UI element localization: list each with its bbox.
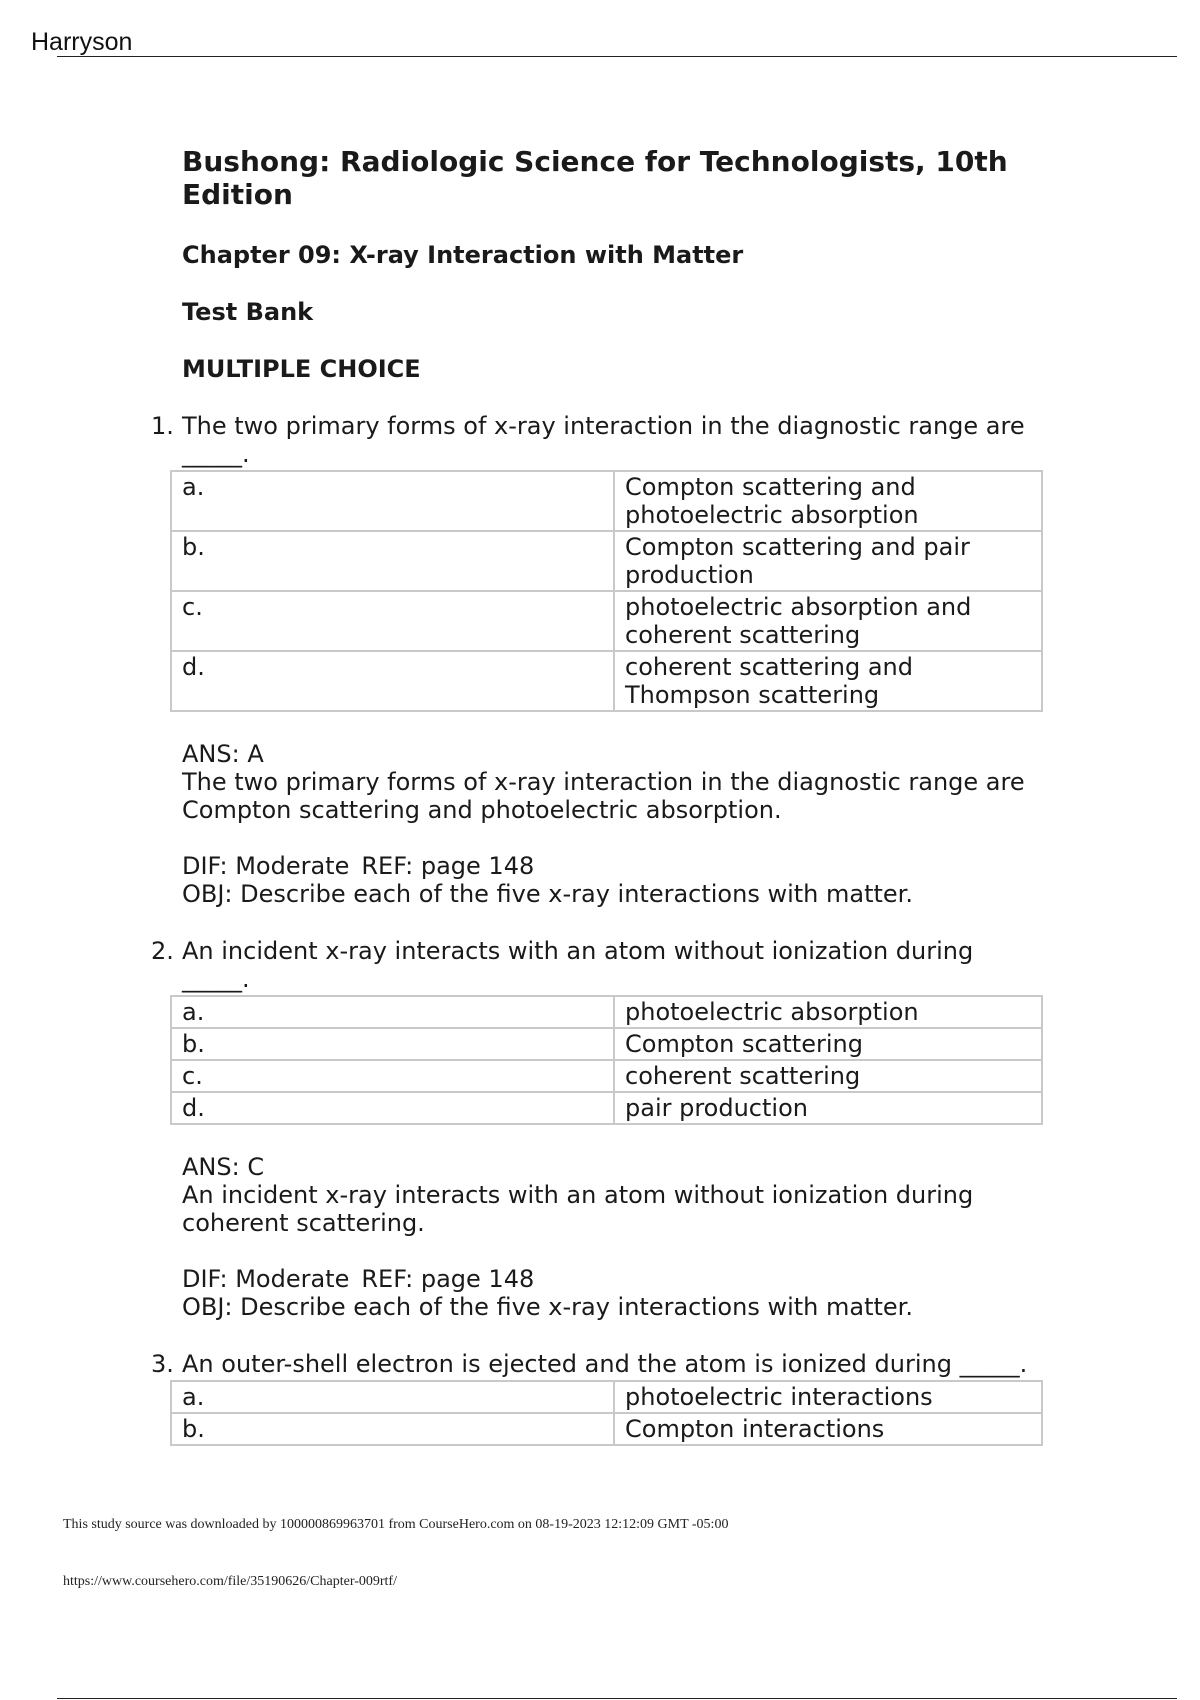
choice-text: pair production — [614, 1092, 1042, 1124]
choice-text: Compton scattering and pair production — [614, 531, 1042, 591]
question-number: 3. — [151, 1350, 174, 1378]
question-text: The two primary forms of x-ray interaction in the diagnostic range are _____. — [182, 412, 1025, 468]
choice-text: Compton scattering — [614, 1028, 1042, 1060]
choices-table — [170, 1380, 1043, 1446]
choice-row — [171, 1381, 1042, 1413]
source-notice: This study source was downloaded by 100000869963701 from CourseHero.com on 08-19-2023 12:12:09 GMT -05:00 — [63, 1517, 729, 1532]
answer-key: ANS: A — [182, 740, 264, 768]
objective: OBJ: Describe each of the five x-ray interactions with matter. — [182, 1293, 913, 1321]
question-text: An outer-shell electron is ejected and the atom is ionized during _____. — [182, 1350, 1028, 1378]
choice-text: Compton interactions — [614, 1413, 1042, 1445]
question-1 — [151, 412, 1042, 468]
objective: OBJ: Describe each of the five x-ray interactions with matter. — [182, 880, 913, 908]
choice-row — [171, 996, 1042, 1028]
section-heading: MULTIPLE CHOICE — [182, 355, 421, 383]
source-url[interactable]: https://www.coursehero.com/file/35190626/Chapter-009rtf/ — [63, 1574, 397, 1589]
choice-letter: a. — [171, 1381, 614, 1413]
header-rule — [57, 56, 1177, 57]
difficulty: DIF: Moderate — [182, 1265, 350, 1293]
choice-letter: b. — [171, 1413, 614, 1445]
footer-rule — [57, 1698, 1177, 1699]
choice-row — [171, 1092, 1042, 1124]
answer-explanation: The two primary forms of x-ray interaction in the diagnostic range are Compton scattering and photoelectric absorption. — [182, 768, 1025, 824]
choice-text: photoelectric absorption and coherent scattering — [614, 591, 1042, 651]
choice-row — [171, 651, 1042, 711]
reference: REF: page 148 — [361, 1265, 535, 1293]
difficulty: DIF: Moderate — [182, 852, 350, 880]
choice-row — [171, 1413, 1042, 1445]
choice-letter: a. — [171, 996, 614, 1028]
question-meta — [182, 852, 1042, 908]
choice-letter: a. — [171, 471, 614, 531]
answer-key: ANS: C — [182, 1153, 265, 1181]
choice-row — [171, 471, 1042, 531]
choice-text: photoelectric interactions — [614, 1381, 1042, 1413]
choice-row — [171, 591, 1042, 651]
question-number: 2. — [151, 937, 174, 965]
choice-text: photoelectric absorption — [614, 996, 1042, 1028]
answer-block — [182, 1153, 1042, 1237]
choice-row — [171, 531, 1042, 591]
choice-letter: c. — [171, 591, 614, 651]
chapter-heading: Chapter 09: X-ray Interaction with Matter — [182, 241, 744, 269]
choice-letter: d. — [171, 1092, 614, 1124]
choice-text: coherent scattering and Thompson scattering — [614, 651, 1042, 711]
choice-row — [171, 1060, 1042, 1092]
question-2 — [151, 937, 1042, 993]
document-title: Bushong: Radiologic Science for Technologists, 10th Edition — [182, 145, 1008, 211]
test-bank-heading: Test Bank — [182, 298, 314, 326]
document-body — [151, 145, 1042, 1446]
answer-explanation: An incident x-ray interacts with an atom without ionization during coherent scattering. — [182, 1181, 974, 1237]
header-name: Harryson — [31, 28, 133, 56]
choices-table — [170, 995, 1043, 1125]
question-3 — [151, 1350, 1042, 1378]
choice-letter: b. — [171, 1028, 614, 1060]
question-number: 1. — [151, 412, 174, 440]
question-text: An incident x-ray interacts with an atom without ionization during _____. — [182, 937, 974, 993]
question-meta — [182, 1265, 1042, 1321]
choice-letter: d. — [171, 651, 614, 711]
choices-table — [170, 470, 1043, 712]
choice-row — [171, 1028, 1042, 1060]
choice-letter: c. — [171, 1060, 614, 1092]
answer-block — [182, 740, 1042, 824]
choice-letter: b. — [171, 531, 614, 591]
choice-text: Compton scattering and photoelectric absorption — [614, 471, 1042, 531]
choice-text: coherent scattering — [614, 1060, 1042, 1092]
reference: REF: page 148 — [361, 852, 535, 880]
